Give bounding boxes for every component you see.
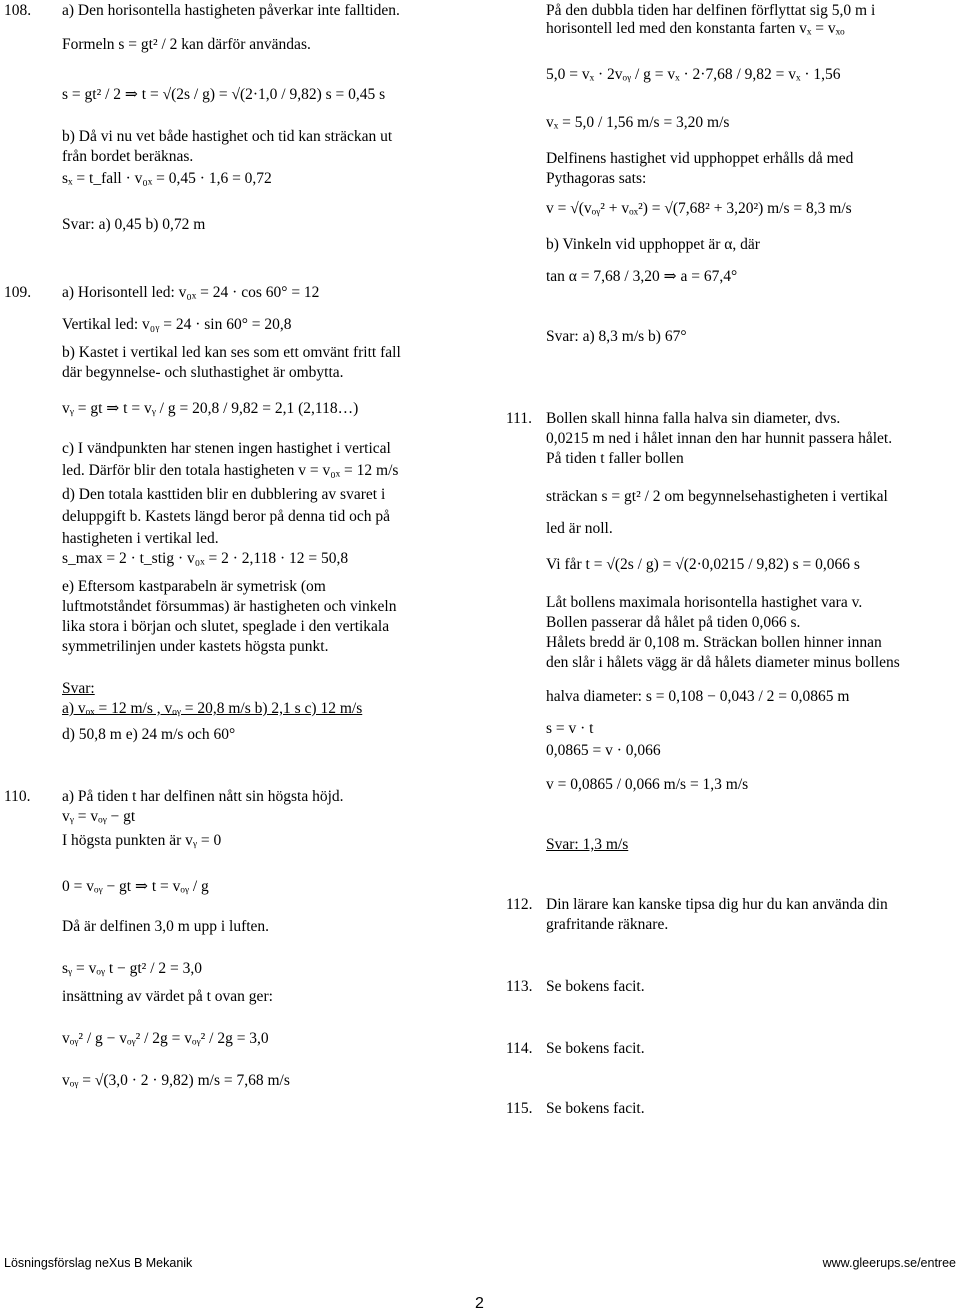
p110-line-6: insättning av värdet på t ovan ger:: [62, 988, 273, 1005]
p111-line-6: Vi får t = √(2s / g) = √(2·0,0215 / 9,82) s = 0,066 s: [546, 556, 860, 573]
p108-b-formula: sₓ = t_fall · v₀ₓ = 0,45 · 1,6 = 0,72: [62, 170, 272, 187]
page-number: 2: [475, 1295, 484, 1312]
p109-d-formula: s_max = 2 · t_stig · v₀ₓ = 2 · 2,118 · 12 = 50,8: [62, 550, 349, 567]
p109-b-formula: vᵧ = gt ⇒ t = vᵧ / g = 20,8 / 9,82 = 2,1 (2,118…): [62, 400, 359, 417]
p111-line-7: Låt bollens maximala horisontella hastighet vara v.: [546, 594, 863, 611]
p109-c-text-1: c) I vändpunkten har stenen ingen hastighet i vertical: [62, 440, 391, 457]
p111-line-5: led är noll.: [546, 520, 613, 537]
p111-line-13: 0,0865 = v · 0,066: [546, 742, 661, 759]
p110-cont-line-6: Pythagoras sats:: [546, 170, 647, 187]
p109-e-text-4: symmetrilinjen under kastets högsta punkt.: [62, 638, 329, 655]
p108-answer: Svar: a) 0,45 b) 0,72 m: [62, 216, 206, 233]
p109-vertical-line: Vertikal led: v₀ᵧ = 24 · sin 60° = 20,8: [62, 316, 292, 333]
problem-number-111: 111.: [506, 410, 532, 427]
p110-cont-answer: Svar: a) 8,3 m/s b) 67°: [546, 328, 687, 345]
p110-cont-line-4: vₓ = 5,0 / 1,56 m/s = 3,20 m/s: [546, 114, 730, 131]
p108-b-text-2: från bordet beräknas.: [62, 148, 194, 165]
p109-d-text-1: d) Den totala kasttiden blir en dubblering av svaret i: [62, 486, 386, 503]
p111-line-9: Hålets bredd är 0,108 m. Sträckan bollen hinner innan: [546, 634, 882, 651]
p111-line-3: På tiden t faller bollen: [546, 450, 684, 467]
p109-c-text-2: led. Därför blir den totala hastigheten v = v₀ₓ = 12 m/s: [62, 462, 399, 479]
p109-e-text-2: luftmotståndet försummas) är hastigheten och vinkeln: [62, 598, 397, 615]
p112-line-2: grafritande räknare.: [546, 916, 669, 933]
p114-text: Se bokens facit.: [546, 1040, 645, 1057]
p111-line-1: Bollen skall hinna falla halva sin diameter, dvs.: [546, 410, 841, 427]
p115-text: Se bokens facit.: [546, 1100, 645, 1117]
p110-line-1: vᵧ = vₒᵧ − gt: [62, 808, 136, 825]
p110-line-4: Då är delfinen 3,0 m upp i luften.: [62, 918, 270, 935]
p109-d-text-3: hastigheten i vertikal led.: [62, 530, 219, 547]
p109-a-line: a) Horisontell led: v₀ₓ = 24 · cos 60° = 12: [62, 284, 320, 301]
p108-solve-line: s = gt² / 2 ⇒ t = √(2s / g) = √(2·1,0 / 9,82) s = 0,45 s: [62, 86, 386, 103]
p110-cont-line-5: Delfinens hastighet vid upphoppet erhålls då med: [546, 150, 854, 167]
p110-line-3: 0 = vₒᵧ − gt ⇒ t = vₒᵧ / g: [62, 878, 209, 895]
p109-answer-2: d) 50,8 m e) 24 m/s och 60°: [62, 726, 236, 743]
problem-number-114: 114.: [506, 1040, 533, 1057]
p113-text: Se bokens facit.: [546, 978, 645, 995]
problem-number-113: 113.: [506, 978, 533, 995]
problem-number-108: 108.: [4, 2, 32, 19]
p109-answer-label: Svar:: [62, 680, 95, 697]
footer-right: www.gleerups.se/entree: [822, 1256, 956, 1270]
p110-line-2: I högsta punkten är vᵧ = 0: [62, 832, 222, 849]
p111-line-11: halva diameter: s = 0,108 − 0,043 / 2 = 0,0865 m: [546, 688, 850, 705]
p111-answer: Svar: 1,3 m/s: [546, 836, 629, 853]
problem-number-115: 115.: [506, 1100, 533, 1117]
p111-line-2: 0,0215 m ned i hålet innan den har hunnit passera hålet.: [546, 430, 893, 447]
p110-line-7: vₒᵧ² / g − vₒᵧ² / 2g = vₒᵧ² / 2g = 3,0: [62, 1030, 269, 1047]
p108-a-text: a) Den horisontella hastigheten påverkar inte falltiden.: [62, 2, 400, 19]
p110-cont-line-8: b) Vinkeln vid upphoppet är α, där: [546, 236, 760, 253]
p111-line-12: s = v · t: [546, 720, 594, 737]
p108-formula-line: Formeln s = gt² / 2 kan därför användas.: [62, 36, 311, 53]
p111-line-14: v = 0,0865 / 0,066 m/s = 1,3 m/s: [546, 776, 749, 793]
p109-e-text-3: lika stora i början och slutet, speglade i den vertikala: [62, 618, 390, 635]
p109-answer-1: a) vₒₓ = 12 m/s , vₒᵧ = 20,8 m/s b) 2,1 s c) 12 m/s: [62, 700, 363, 717]
p111-line-4: sträckan s = gt² / 2 om begynnelsehastigheten i vertikal: [546, 488, 888, 505]
p110-cont-line-9: tan α = 7,68 / 3,20 ⇒ a = 67,4°: [546, 268, 738, 285]
p110-cont-line-3: 5,0 = vₓ · 2vₒᵧ / g = vₓ · 2·7,68 / 9,82 = vₓ · 1,56: [546, 66, 841, 83]
p110-line-8: vₒᵧ = √(3,0 · 2 · 9,82) m/s = 7,68 m/s: [62, 1072, 290, 1089]
p110-line-5: sᵧ = vₒᵧ t − gt² / 2 = 3,0: [62, 960, 203, 977]
p108-b-text-1: b) Då vi nu vet både hastighet och tid kan sträckan ut: [62, 128, 393, 145]
p111-line-10: den slår i hålets vägg är då hålets diameter minus bollens: [546, 654, 900, 671]
p109-d-text-2: deluppgift b. Kastets längd beror på denna tid och på: [62, 508, 390, 525]
problem-number-112: 112.: [506, 896, 533, 913]
p110-cont-line-2: horisontell led med den konstanta farten vₓ = vₓₒ: [546, 20, 845, 37]
p109-e-text-1: e) Eftersom kastparabeln är symetrisk (om: [62, 578, 326, 595]
p109-b-text-2: där begynnelse- och sluthastighet är ombytta.: [62, 364, 344, 381]
p110-a-text: a) På tiden t har delfinen nått sin högsta höjd.: [62, 788, 344, 805]
problem-number-109: 109.: [4, 284, 32, 301]
footer-left: Lösningsförslag neXus B Mekanik: [4, 1256, 193, 1270]
problem-number-110: 110.: [4, 788, 31, 805]
p112-line-1: Din lärare kan kanske tipsa dig hur du kan använda din: [546, 896, 888, 913]
p110-cont-line-1: På den dubbla tiden har delfinen förflyttat sig 5,0 m i: [546, 2, 876, 19]
p110-cont-line-7: v = √(vₒᵧ² + vₒₓ²) = √(7,68² + 3,20²) m/s = 8,3 m/s: [546, 200, 852, 217]
p109-b-text-1: b) Kastet i vertikal led kan ses som ett omvänt fritt fall: [62, 344, 401, 361]
p111-line-8: Bollen passerar då hålet på tiden 0,066 s.: [546, 614, 801, 631]
